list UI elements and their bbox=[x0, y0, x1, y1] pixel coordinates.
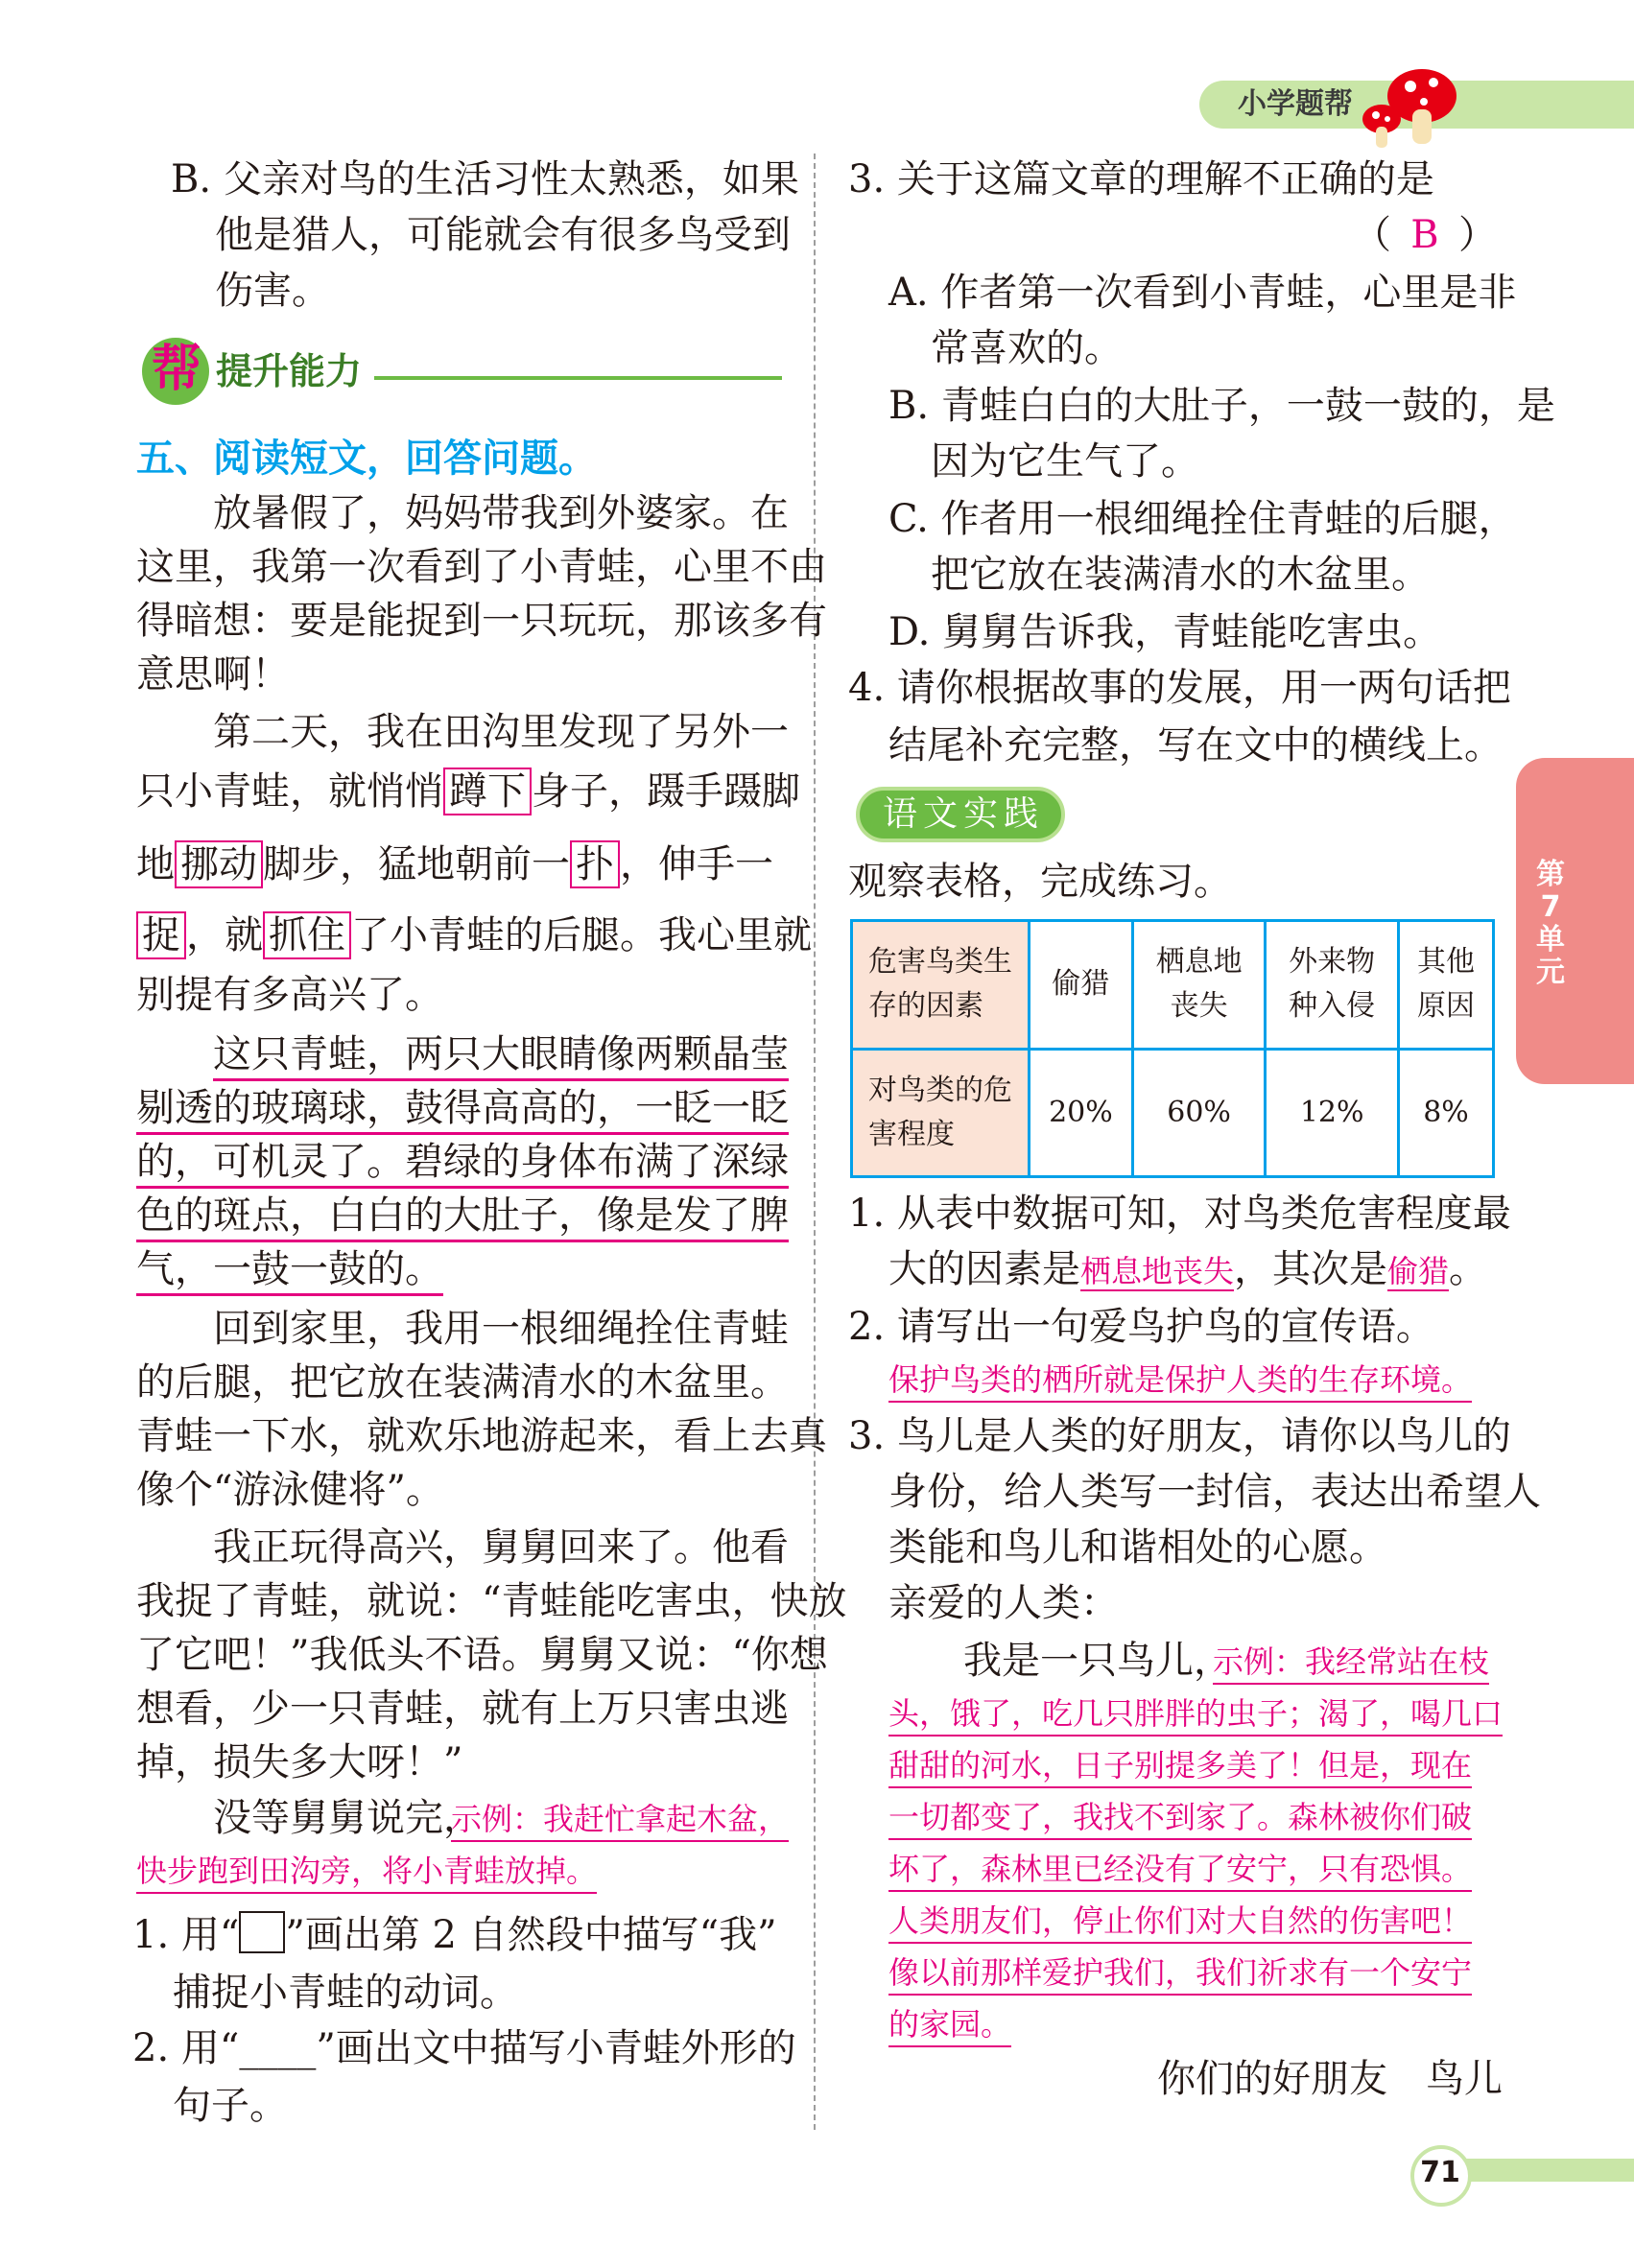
cell-text: 其他 bbox=[1416, 945, 1475, 980]
underlined-sentence: 色的斑点，白白的大肚子，像是发了脾 bbox=[136, 1192, 789, 1242]
question-line: 2. 用“____”画出文中描写小青蛙外形的 bbox=[132, 2026, 796, 2070]
passage-line: 像个“游泳健将”。 bbox=[136, 1468, 444, 1512]
page-number: 71 bbox=[1420, 2156, 1460, 2189]
marked-verb: 抓住 bbox=[263, 911, 351, 959]
answer-text: 坏了，森林里已经没有了安宁，只有恐惧。 bbox=[888, 1848, 1472, 1892]
question-text: 。 bbox=[1449, 1247, 1488, 1291]
mushroom-icon bbox=[1353, 56, 1468, 152]
letter-signature: 你们的好朋友 鸟儿 bbox=[1157, 2057, 1503, 2101]
passage-text: ，就 bbox=[186, 913, 263, 957]
cell-text: 偷猎 bbox=[1052, 967, 1110, 1002]
question-line: 身份，给人类写一封信，表达出希望人 bbox=[888, 1470, 1541, 1514]
passage-line: 意思啊！ bbox=[136, 652, 290, 697]
section-rule bbox=[374, 376, 782, 380]
question-line bbox=[888, 1245, 1487, 1295]
option-b-line: 他是猎人，可能就会有很多鸟受到 bbox=[215, 213, 791, 257]
table-header-cell bbox=[1030, 921, 1133, 1050]
passage-line: 掉，损失多大呀！” bbox=[136, 1740, 463, 1784]
passage-line: 了它吧！”我低头不语。舅舅又说：“你想 bbox=[136, 1633, 828, 1677]
cell-text: 外来物 bbox=[1289, 945, 1376, 980]
passage-line: 我捉了青蛙，就说：“青蛙能吃害虫，快放 bbox=[136, 1579, 847, 1623]
letter-greeting: 亲爱的人类： bbox=[888, 1581, 1119, 1625]
passage-line: 的后腿，把它放在装满清水的木盆里。 bbox=[136, 1360, 789, 1405]
option-line: A. 作者第一次看到小青蛙，心里是非 bbox=[888, 271, 1517, 315]
cell-text: 对鸟类的危 bbox=[868, 1073, 1012, 1107]
option-line: 把它放在装满清水的木盆里。 bbox=[931, 553, 1430, 597]
help-badge-char: 帮 bbox=[152, 341, 202, 398]
cell-text: 原因 bbox=[1416, 989, 1475, 1024]
help-badge-text: 提升能力 bbox=[216, 350, 363, 392]
passage-text: ，伸手一 bbox=[620, 842, 773, 886]
option-line: 常喜欢的。 bbox=[931, 326, 1123, 370]
question-line: 3. 关于这篇文章的理解不正确的是 bbox=[848, 157, 1434, 201]
section-title: 五、阅读短文，回答问题。 bbox=[136, 437, 597, 481]
marked-verb: 扑 bbox=[570, 840, 620, 888]
passage-line: 放暑假了，妈妈带我到外婆家。在 bbox=[213, 491, 789, 535]
marked-verb: 挪动 bbox=[175, 840, 263, 888]
passage-line bbox=[136, 911, 812, 959]
cell-text: 危害鸟类生 bbox=[868, 945, 1012, 980]
underlined-sentence: 气，一鼓一鼓的。 bbox=[136, 1245, 443, 1296]
table-cell: 8% bbox=[1398, 1049, 1493, 1177]
answer-text: 保护鸟类的栖所就是保护人类的生存环境。 bbox=[888, 1358, 1472, 1403]
passage-text: 脚步，猛地朝前一 bbox=[263, 842, 570, 886]
choice-answer: B bbox=[1410, 213, 1439, 257]
marked-verb: 蹲下 bbox=[443, 768, 532, 815]
answer-paren bbox=[1353, 211, 1497, 259]
question-line: 4. 请你根据故事的发展，用一两句话把 bbox=[848, 666, 1511, 710]
passage-line: 回到家里，我用一根细绳拴住青蛙 bbox=[213, 1307, 789, 1351]
cell-text: 丧失 bbox=[1170, 989, 1228, 1024]
table-cell: 12% bbox=[1266, 1049, 1399, 1177]
passage-text: 只小青蛙，就悄悄 bbox=[136, 769, 443, 814]
answer-text: 头，饿了，吃几只胖胖的虫子；渴了，喝几口 bbox=[888, 1692, 1503, 1736]
underlined-sentence: 这只青蛙，两只大眼睛像两颗晶莹 bbox=[213, 1030, 789, 1081]
option-line: D. 舅舅告诉我，青蛙能吃害虫。 bbox=[888, 610, 1442, 654]
question-line: 结尾补充完整，写在文中的横线上。 bbox=[888, 723, 1503, 768]
question-text: 大的因素是 bbox=[888, 1247, 1080, 1291]
passage-line: 没等舅舅说完， bbox=[213, 1796, 482, 1840]
question-line: 1. 从表中数据可知，对鸟类危害程度最 bbox=[848, 1192, 1511, 1236]
question-line: 2. 请写出一句爱鸟护鸟的宣传语。 bbox=[848, 1305, 1434, 1349]
box-symbol bbox=[239, 1911, 285, 1953]
passage-line bbox=[136, 840, 773, 888]
passage-line: 我正玩得高兴，舅舅回来了。他看 bbox=[213, 1525, 789, 1570]
table-header-cell bbox=[852, 921, 1030, 1050]
unit-tab-label: 第7单元 bbox=[1536, 858, 1565, 989]
passage-text: 了小青蛙的后腿。我心里就 bbox=[351, 913, 812, 957]
passage-text: 身子，蹑手蹑脚 bbox=[532, 769, 800, 814]
answer-text: 偷猎 bbox=[1387, 1253, 1450, 1289]
table-header-cell bbox=[1132, 921, 1266, 1050]
header-title: 小学题帮 bbox=[1238, 87, 1353, 121]
cell-text: 栖息地 bbox=[1155, 945, 1243, 980]
passage-line bbox=[136, 768, 800, 815]
option-line: B. 青蛙白白的大肚子，一鼓一鼓的，是 bbox=[888, 384, 1555, 428]
footer-bar bbox=[1444, 2159, 1634, 2182]
table-header-cell bbox=[1398, 921, 1493, 1050]
option-b-line: B. 父亲对鸟的生活习性太熟悉，如果 bbox=[171, 157, 799, 201]
answer-text: 一切都变了，我找不到家了。森林被你们破 bbox=[888, 1796, 1472, 1840]
letter-line: 我是一只鸟儿， bbox=[963, 1639, 1232, 1683]
answer-text: 示例：我经常站在枝 bbox=[1213, 1641, 1489, 1685]
table-row bbox=[852, 1049, 1494, 1177]
paren: （ bbox=[1353, 213, 1391, 257]
table-header-cell bbox=[1266, 921, 1399, 1050]
passage-line: 青蛙一下水，就欢乐地游起来，看上去真 bbox=[136, 1414, 827, 1458]
passage-line: 别提有多高兴了。 bbox=[136, 973, 443, 1017]
table-row bbox=[852, 921, 1494, 1050]
underlined-sentence: 剔透的玻璃球，鼓得高高的，一眨一眨 bbox=[136, 1084, 789, 1135]
paren: ） bbox=[1458, 213, 1497, 257]
cell-text: 存的因素 bbox=[868, 989, 983, 1024]
table-header-cell bbox=[852, 1049, 1030, 1177]
question-line: 类能和鸟儿和谐相处的心愿。 bbox=[888, 1525, 1387, 1570]
bird-threat-table bbox=[850, 919, 1495, 1178]
answer-text: 快步跑到田沟旁，将小青蛙放掉。 bbox=[136, 1850, 597, 1894]
instruction-line: 观察表格，完成练习。 bbox=[848, 860, 1232, 904]
practice-badge-text: 语文实践 bbox=[883, 794, 1045, 834]
option-b-line: 伤害。 bbox=[215, 269, 330, 313]
question-line: 3. 鸟儿是人类的好朋友，请你以鸟儿的 bbox=[848, 1414, 1511, 1458]
passage-text: 地 bbox=[136, 842, 175, 886]
answer-text: 示例：我赶忙拿起木盆， bbox=[451, 1798, 789, 1842]
answer-text: 栖息地丧失 bbox=[1080, 1253, 1235, 1289]
underlined-sentence: 的，可机灵了。碧绿的身体布满了深绿 bbox=[136, 1138, 789, 1189]
passage-line: 这里，我第一次看到了小青蛙，心里不由 bbox=[136, 545, 827, 589]
column-divider bbox=[814, 154, 816, 2130]
question-text: ”画出第 2 自然段中描写“我” bbox=[285, 1913, 777, 1957]
table-cell: 20% bbox=[1030, 1049, 1133, 1177]
question-text: ，其次是 bbox=[1234, 1247, 1388, 1291]
table-cell: 60% bbox=[1132, 1049, 1266, 1177]
answer-text: 的家园。 bbox=[888, 2003, 1011, 2047]
question-text: 1. 用“ bbox=[132, 1913, 240, 1957]
cell-text: 害程度 bbox=[868, 1117, 955, 1151]
passage-line: 想看，少一只青蛙，就有上万只害虫逃 bbox=[136, 1687, 789, 1731]
option-line: C. 作者用一根细绳拴住青蛙的后腿， bbox=[888, 497, 1517, 541]
answer-text: 人类朋友们，停止你们对大自然的伤害吧！ bbox=[888, 1900, 1472, 1944]
cell-text: 种入侵 bbox=[1289, 989, 1376, 1024]
marked-verb: 捉 bbox=[136, 911, 186, 959]
question-line bbox=[132, 1911, 777, 1959]
passage-line: 第二天，我在田沟里发现了另外一 bbox=[213, 710, 789, 754]
answer-text: 甜甜的河水，日子别提多美了！但是，现在 bbox=[888, 1744, 1472, 1788]
answer-text: 像以前那样爱护我们，我们祈求有一个安宁 bbox=[888, 1951, 1472, 1996]
question-line: 句子。 bbox=[173, 2084, 288, 2128]
option-line: 因为它生气了。 bbox=[931, 439, 1199, 484]
question-line: 捕捉小青蛙的动词。 bbox=[173, 1971, 518, 2015]
passage-line: 得暗想：要是能捉到一只玩玩，那该多有 bbox=[136, 599, 827, 643]
